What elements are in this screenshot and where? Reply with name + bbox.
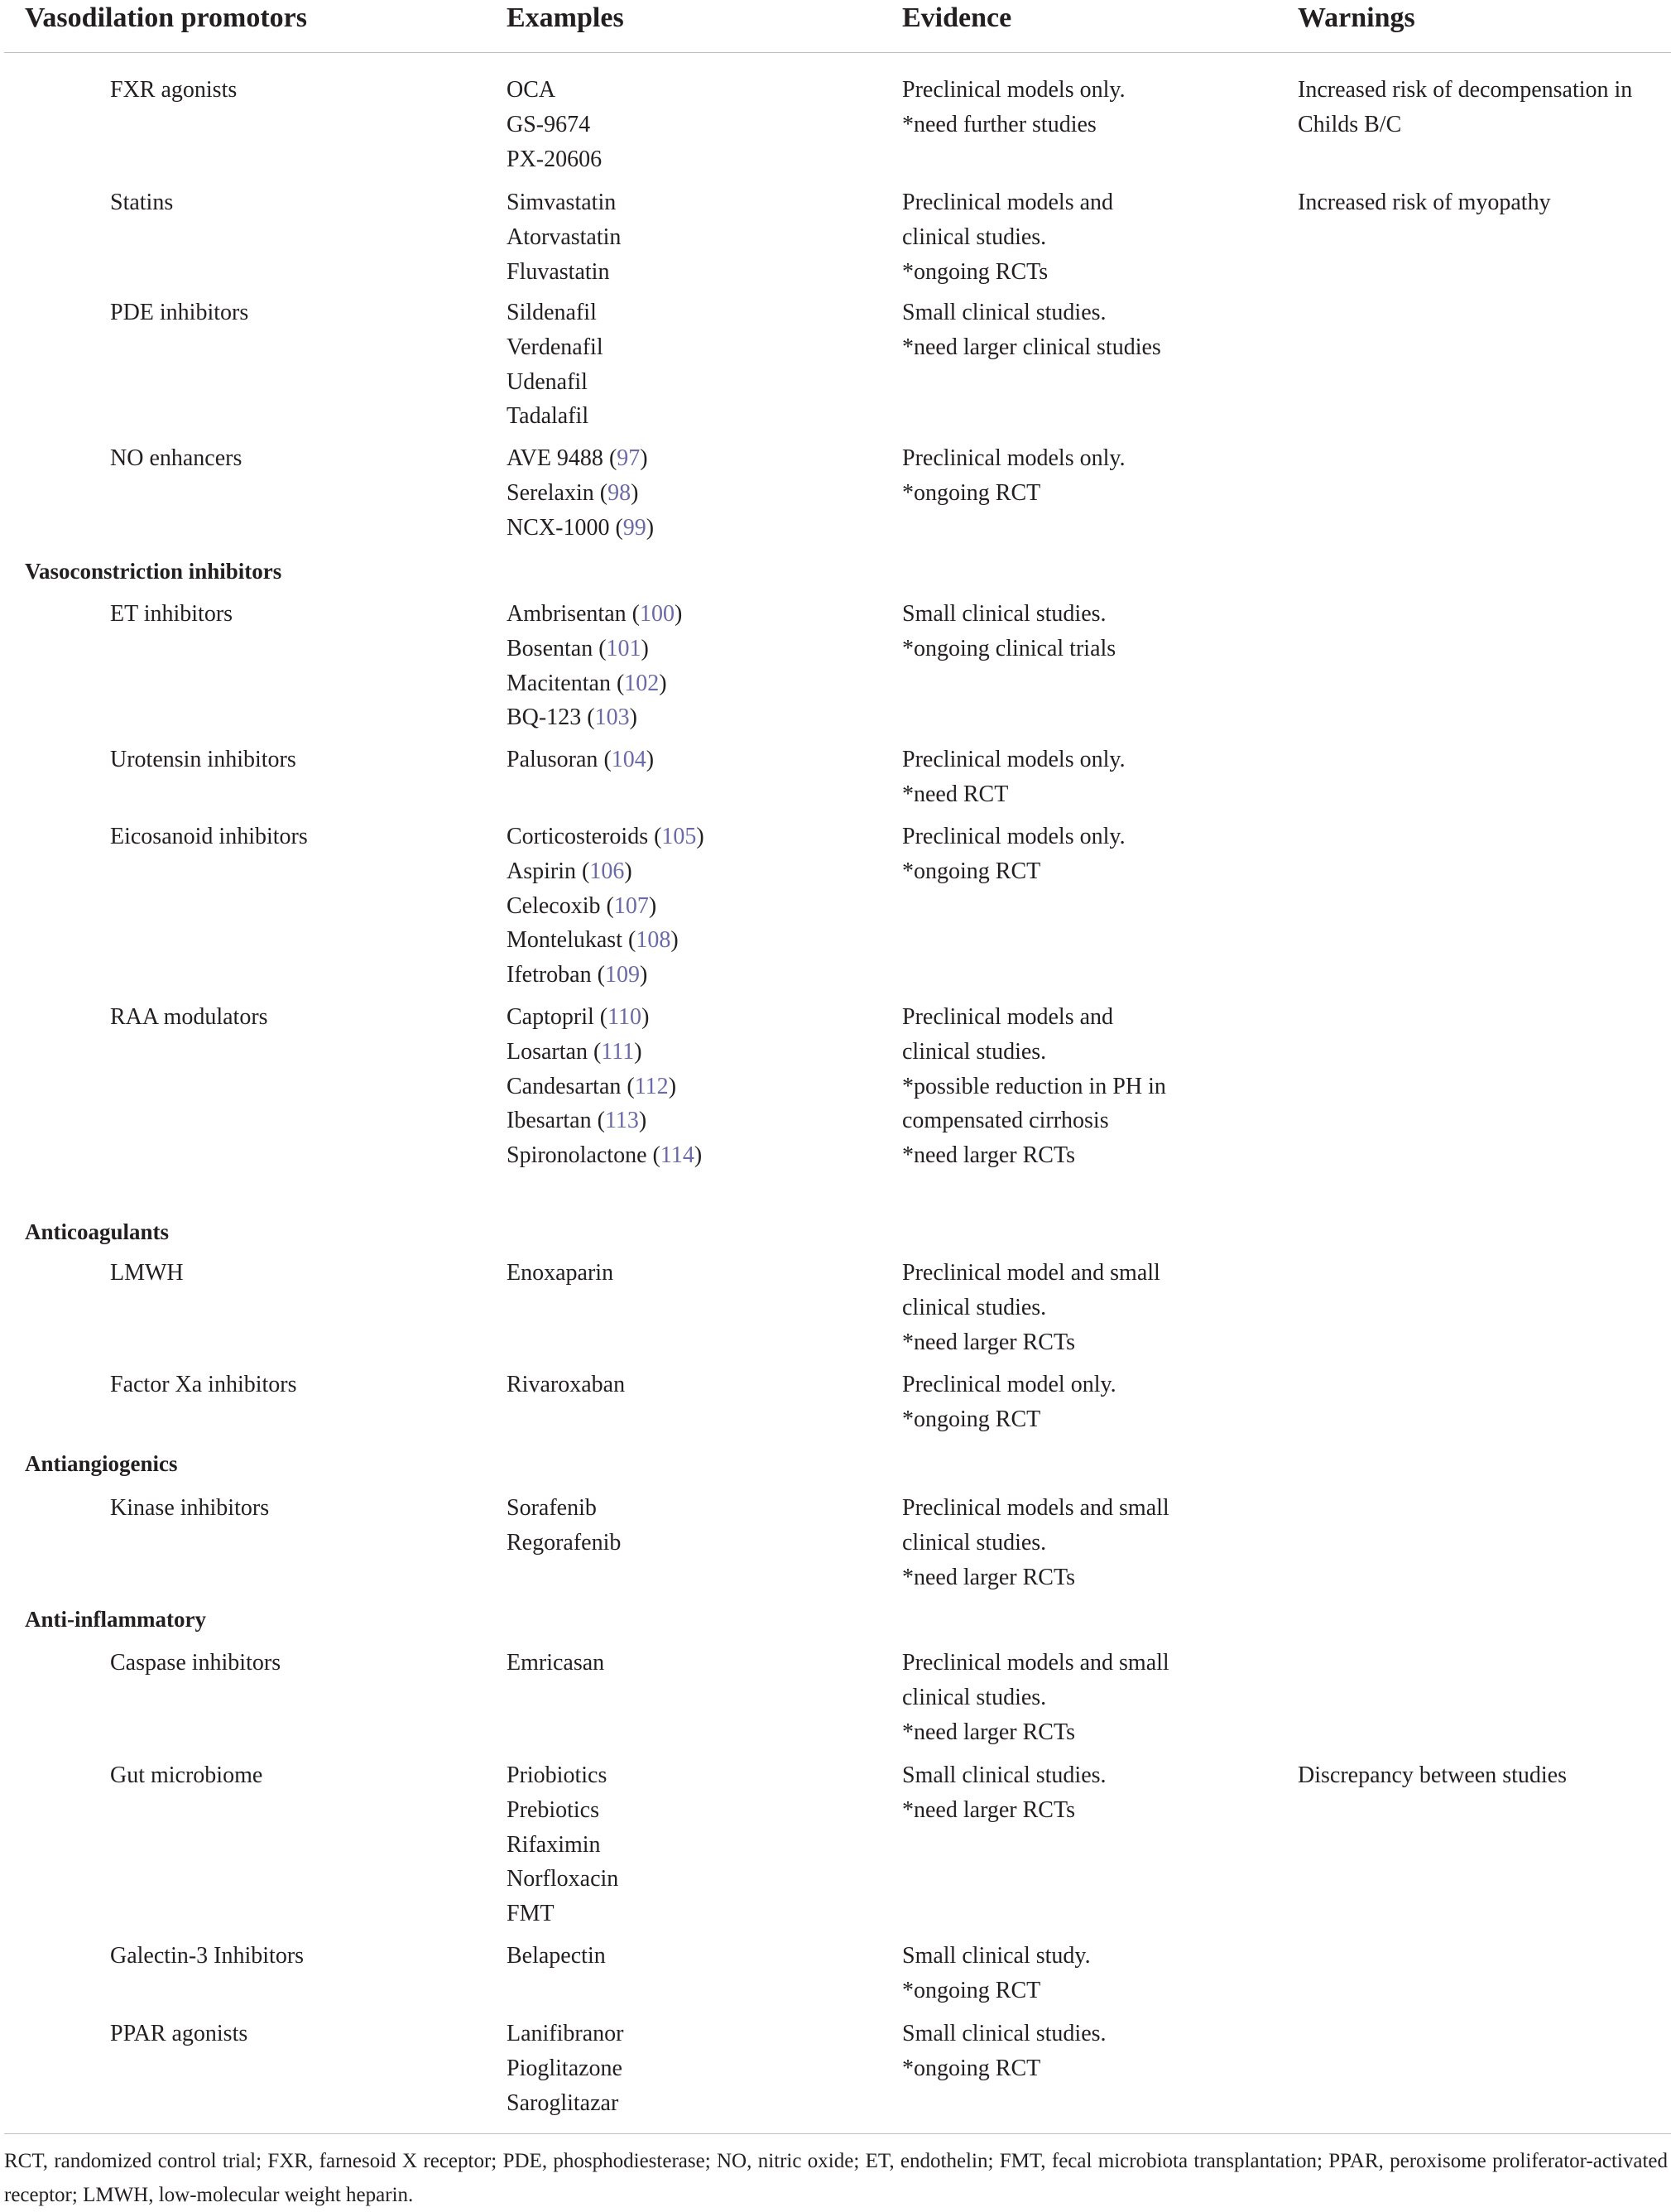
- example-name: Lanifibranor: [507, 2021, 624, 2046]
- row-drug-class: Eicosanoid inhibitors: [110, 824, 308, 849]
- evidence-line: Small clinical studies.: [902, 1762, 1107, 1788]
- category-anti-inflammatory: Anti-inflammatory: [25, 1607, 206, 1632]
- example-name: Montelukast: [507, 927, 622, 954]
- example-item: [507, 1368, 625, 1402]
- row-drug-class: Gut microbiome: [110, 1762, 263, 1788]
- example-item: [507, 296, 603, 330]
- example-item: [507, 2017, 624, 2051]
- table-footnote: RCT, randomized control trial; FXR, farnesoid X receptor; PDE, phosphodiesterase; NO, nitric oxide; ET, endothelin; FMT, fecal microbiota transplantation; PPAR, peroxisome proliferator-activated receptor; LMWH, low-molecular weight heparin.: [4, 2150, 1668, 2206]
- row-evidence: [902, 296, 1161, 365]
- row-drug-class: FXR agonists: [110, 77, 238, 103]
- example-name: Enoxaparin: [507, 1260, 614, 1286]
- row-examples: [507, 441, 654, 545]
- example-item: [507, 1491, 621, 1526]
- column-header-examples: Examples: [507, 2, 624, 33]
- row-examples: [507, 597, 682, 735]
- warning-line: Childs B/C: [1298, 111, 1402, 137]
- row-evidence: [902, 1646, 1169, 1749]
- evidence-line: Small clinical studies.: [902, 601, 1107, 627]
- example-name: Tadalafil: [507, 403, 589, 430]
- example-name: Pioglitazone: [507, 2055, 622, 2081]
- evidence-line: Preclinical models only.: [902, 445, 1126, 471]
- example-name: Ambrisentan: [507, 601, 627, 627]
- example-item: Captopril (110): [507, 1004, 650, 1030]
- evidence-line: Preclinical models and: [902, 190, 1114, 215]
- example-item: [507, 2051, 624, 2086]
- example-item: BQ-123 (103): [507, 704, 637, 731]
- example-name: Ifetroban: [507, 962, 592, 988]
- warning-line: Increased risk of decompensation in: [1298, 77, 1633, 103]
- example-name: FMT: [507, 1901, 555, 1927]
- warning-line: Increased risk of myopathy: [1298, 190, 1551, 215]
- example-name: Losartan: [507, 1038, 588, 1065]
- example-item: [507, 73, 602, 108]
- row-evidence: [902, 1758, 1107, 1828]
- example-name: Sildenafil: [507, 300, 597, 325]
- example-name: Atorvastatin: [507, 224, 622, 250]
- citation-link[interactable]: 114: [660, 1142, 694, 1169]
- evidence-line: *need larger RCTs: [902, 1796, 1076, 1823]
- row-examples: [507, 1646, 604, 1681]
- example-item: Corticosteroids (105): [507, 824, 704, 849]
- row-examples: [507, 1256, 613, 1291]
- row-examples: [507, 1491, 621, 1560]
- evidence-line: *need larger RCTs: [902, 1564, 1076, 1590]
- row-examples: [507, 820, 704, 993]
- row-warnings: [1298, 1758, 1567, 1793]
- example-item: [507, 1256, 613, 1291]
- example-item: NCX-1000 (99): [507, 514, 655, 541]
- citation-link[interactable]: 109: [604, 962, 640, 988]
- example-name: Regorafenib: [507, 1529, 622, 1556]
- example-name: NCX-1000: [507, 514, 610, 541]
- column-header-evidence: Evidence: [902, 2, 1012, 33]
- row-drug-class: Caspase inhibitors: [110, 1650, 281, 1676]
- citation-link[interactable]: 110: [607, 1004, 642, 1030]
- example-item: Serelaxin (98): [507, 479, 639, 506]
- example-item: Losartan (111): [507, 1038, 642, 1065]
- row-drug-class: Urotensin inhibitors: [110, 747, 296, 772]
- row-examples: [507, 1000, 702, 1173]
- example-item: [507, 1526, 621, 1560]
- row-examples: [507, 296, 603, 434]
- evidence-line: Preclinical model and small: [902, 1260, 1160, 1286]
- example-item: [507, 399, 603, 434]
- example-item: [507, 185, 621, 220]
- evidence-line: *need further studies: [902, 111, 1097, 137]
- example-name: Rifaximin: [507, 1831, 601, 1858]
- column-header-warnings: Warnings: [1298, 2, 1415, 33]
- row-examples: [507, 1368, 625, 1402]
- row-evidence: [902, 1256, 1160, 1359]
- evidence-line: *possible reduction in PH in: [902, 1073, 1166, 1099]
- example-name: Ibesartan: [507, 1108, 592, 1134]
- evidence-line: Preclinical models only.: [902, 77, 1126, 103]
- citation-link[interactable]: 106: [589, 858, 625, 884]
- row-evidence: [902, 185, 1113, 289]
- footer-divider: [4, 2133, 1671, 2134]
- citation-link[interactable]: 100: [639, 601, 675, 627]
- example-item: [507, 1828, 618, 1863]
- row-evidence: [902, 2017, 1107, 2086]
- citation-link[interactable]: 112: [634, 1073, 669, 1099]
- row-drug-class: Kinase inhibitors: [110, 1495, 270, 1521]
- row-evidence: [902, 73, 1126, 142]
- row-drug-class: PDE inhibitors: [110, 300, 249, 325]
- example-item: [507, 1793, 618, 1828]
- evidence-line: Small clinical study.: [902, 1943, 1091, 1969]
- citation-link[interactable]: 111: [601, 1038, 635, 1065]
- example-item: [507, 1758, 618, 1793]
- citation-link[interactable]: 113: [604, 1108, 639, 1134]
- row-evidence: [902, 1939, 1091, 2008]
- example-name: Spironolactone: [507, 1142, 647, 1169]
- row-drug-class: NO enhancers: [110, 445, 242, 471]
- example-item: [507, 142, 602, 177]
- citation-link[interactable]: 104: [611, 747, 646, 772]
- evidence-line: *need larger RCTs: [902, 1719, 1076, 1745]
- example-item: [507, 1939, 606, 1974]
- evidence-line: *need RCT: [902, 781, 1009, 807]
- evidence-line: *need larger RCTs: [902, 1142, 1076, 1169]
- example-item: [507, 1862, 618, 1897]
- example-item: AVE 9488 (97): [507, 445, 648, 471]
- row-drug-class: ET inhibitors: [110, 601, 233, 627]
- example-name: Prebiotics: [507, 1796, 599, 1823]
- evidence-line: Small clinical studies.: [902, 2021, 1107, 2046]
- example-name: Verdenafil: [507, 334, 603, 360]
- evidence-line: *ongoing RCT: [902, 2055, 1041, 2081]
- category-vasoconstriction-inhibitors: Vasoconstriction inhibitors: [25, 559, 282, 584]
- row-drug-class: Galectin-3 Inhibitors: [110, 1943, 305, 1969]
- example-name: Priobiotics: [507, 1762, 607, 1788]
- evidence-line: Preclinical models and small: [902, 1495, 1169, 1521]
- example-item: Palusoran (104): [507, 747, 655, 772]
- example-name: Sorafenib: [507, 1495, 597, 1521]
- example-name: Palusoran: [507, 747, 598, 772]
- example-name: Fluvastatin: [507, 258, 610, 285]
- example-name: Emricasan: [507, 1650, 605, 1676]
- evidence-line: *ongoing RCTs: [902, 258, 1049, 285]
- row-evidence: [902, 1368, 1116, 1437]
- citation-link[interactable]: 101: [606, 635, 641, 661]
- example-name: Celecoxib: [507, 892, 601, 919]
- row-examples: [507, 1939, 606, 1974]
- row-examples: [507, 2017, 624, 2120]
- example-item: [507, 330, 603, 365]
- example-name: Captopril: [507, 1004, 594, 1030]
- evidence-line: clinical studies.: [902, 1684, 1047, 1710]
- citation-link[interactable]: 99: [622, 514, 646, 541]
- citation-link[interactable]: 107: [613, 892, 649, 919]
- example-name: Simvastatin: [507, 190, 617, 215]
- row-drug-class: Factor Xa inhibitors: [110, 1372, 297, 1397]
- example-item: [507, 255, 621, 290]
- row-evidence: [902, 1000, 1166, 1173]
- example-name: Bosentan: [507, 635, 593, 661]
- example-name: PX-20606: [507, 146, 603, 172]
- evidence-line: Preclinical models only.: [902, 747, 1126, 772]
- example-name: Aspirin: [507, 858, 576, 884]
- row-examples: [507, 185, 621, 289]
- row-drug-class: LMWH: [110, 1260, 184, 1286]
- example-item: [507, 2086, 624, 2121]
- example-item: Ambrisentan (100): [507, 601, 683, 627]
- evidence-line: *ongoing RCT: [902, 1406, 1041, 1432]
- evidence-line: *ongoing RCT: [902, 858, 1041, 884]
- evidence-line: clinical studies.: [902, 224, 1047, 250]
- example-item: [507, 1646, 604, 1681]
- row-evidence: [902, 441, 1126, 511]
- row-examples: [507, 1758, 618, 1931]
- evidence-line: Preclinical models and small: [902, 1650, 1169, 1676]
- example-name: OCA: [507, 77, 556, 103]
- evidence-line: *need larger clinical studies: [902, 334, 1161, 360]
- example-item: Ifetroban (109): [507, 962, 648, 988]
- example-item: Celecoxib (107): [507, 892, 657, 919]
- example-name: BQ-123: [507, 704, 582, 731]
- citation-link[interactable]: 103: [594, 704, 630, 731]
- evidence-line: clinical studies.: [902, 1038, 1047, 1065]
- example-name: Serelaxin: [507, 479, 594, 506]
- example-name: Norfloxacin: [507, 1866, 619, 1892]
- evidence-line: clinical studies.: [902, 1529, 1047, 1556]
- row-warnings: [1298, 73, 1632, 142]
- example-name: Rivaroxaban: [507, 1372, 626, 1397]
- row-drug-class: PPAR agonists: [110, 2021, 248, 2046]
- evidence-line: Small clinical studies.: [902, 300, 1107, 325]
- header-divider: [4, 52, 1671, 53]
- row-evidence: [902, 1491, 1169, 1594]
- evidence-line: compensated cirrhosis: [902, 1108, 1109, 1134]
- citation-link[interactable]: 98: [607, 479, 631, 506]
- example-item: Spironolactone (114): [507, 1142, 703, 1169]
- evidence-line: *need larger RCTs: [902, 1329, 1076, 1355]
- row-evidence: [902, 597, 1116, 666]
- example-name: GS-9674: [507, 111, 591, 137]
- example-name: Corticosteroids: [507, 824, 649, 849]
- citation-link[interactable]: 102: [624, 670, 660, 696]
- example-name: AVE 9488: [507, 445, 603, 471]
- evidence-line: clinical studies.: [902, 1294, 1047, 1320]
- row-evidence: [902, 820, 1126, 889]
- example-item: Aspirin (106): [507, 858, 632, 884]
- example-item: [507, 1897, 618, 1931]
- example-item: [507, 220, 621, 255]
- example-name: Belapectin: [507, 1943, 606, 1969]
- example-item: [507, 108, 602, 142]
- row-examples: [507, 743, 654, 777]
- evidence-line: Preclinical models and: [902, 1004, 1114, 1030]
- example-name: Candesartan: [507, 1073, 622, 1099]
- evidence-line: *ongoing RCT: [902, 1977, 1041, 2003]
- row-drug-class: RAA modulators: [110, 1004, 268, 1030]
- column-header-vasodilation-promotors: Vasodilation promotors: [25, 2, 307, 33]
- evidence-line: *ongoing RCT: [902, 479, 1041, 506]
- evidence-line: *ongoing clinical trials: [902, 635, 1116, 661]
- category-antiangiogenics: Antiangiogenics: [25, 1451, 178, 1476]
- category-anticoagulants: Anticoagulants: [25, 1219, 170, 1244]
- row-examples: [507, 73, 602, 176]
- warning-line: Discrepancy between studies: [1298, 1762, 1567, 1788]
- evidence-line: Preclinical model only.: [902, 1372, 1116, 1397]
- example-name: Saroglitazar: [507, 2089, 619, 2116]
- example-item: Macitentan (102): [507, 670, 667, 696]
- example-name: Udenafil: [507, 368, 588, 395]
- example-item: Ibesartan (113): [507, 1108, 647, 1134]
- example-item: Bosentan (101): [507, 635, 649, 661]
- example-item: Montelukast (108): [507, 927, 679, 954]
- row-evidence: [902, 743, 1126, 812]
- example-item: [507, 365, 603, 400]
- citation-link[interactable]: 108: [636, 927, 671, 954]
- example-item: Candesartan (112): [507, 1073, 677, 1099]
- evidence-line: Preclinical models only.: [902, 824, 1126, 849]
- citation-link[interactable]: 97: [617, 445, 641, 471]
- example-name: Macitentan: [507, 670, 611, 696]
- citation-link[interactable]: 105: [661, 824, 697, 849]
- row-warnings: [1298, 185, 1551, 220]
- row-drug-class: Statins: [110, 190, 174, 215]
